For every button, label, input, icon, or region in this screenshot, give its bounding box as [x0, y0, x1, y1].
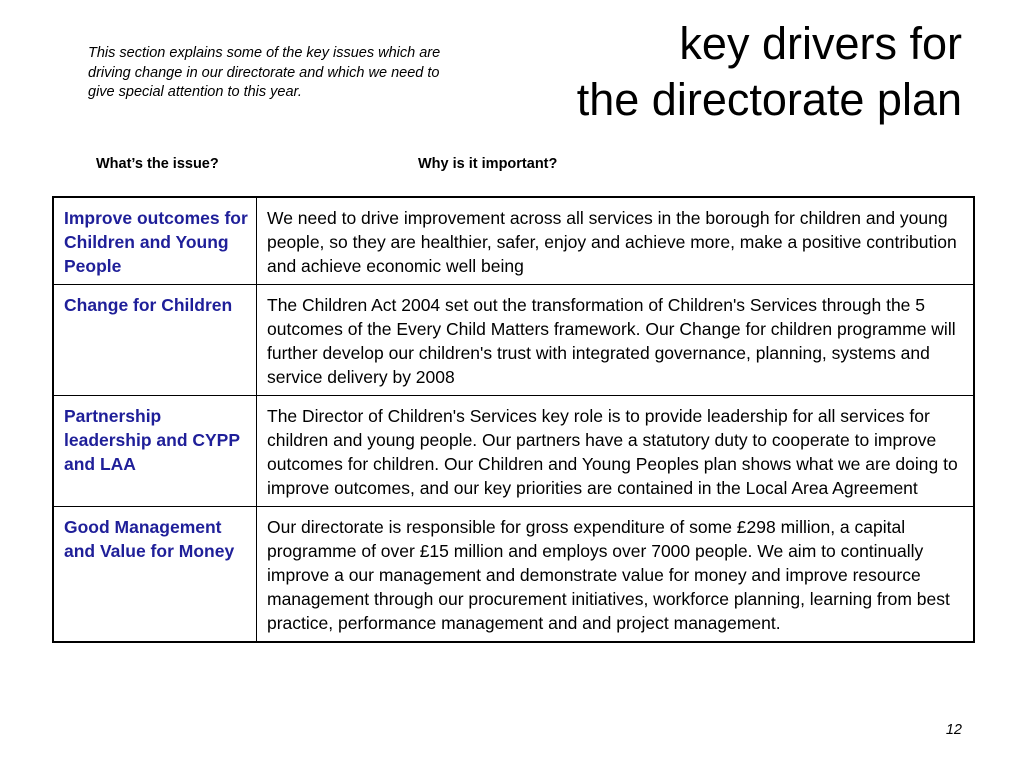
- issue-cell: Change for Children: [53, 285, 257, 396]
- table-row: [53, 197, 974, 285]
- table-row: [53, 285, 974, 396]
- column-header-issue: What’s the issue?: [96, 156, 219, 172]
- table-row: [53, 507, 974, 643]
- issue-cell: Good Management and Value for Money: [53, 507, 257, 643]
- slide-title: [577, 16, 962, 128]
- detail-cell: We need to drive improvement across all services in the borough for children and young people, so they are healthier, safer, enjoy and achieve more, make a positive contribution and achieve economic well being: [257, 197, 975, 285]
- intro-text: This section explains some of the key issues which are driving change in our directorate and which we need to give special attention to this year.: [88, 45, 441, 100]
- detail-cell: Our directorate is responsible for gross expenditure of some £298 million, a capital programme of over £15 million and employs over 7000 people. We aim to continually improve a our management and demonstrate value for money and improve resource management through our procurement initiatives, workforce planning, learning from best practice, performance management and and project management.: [257, 507, 975, 643]
- detail-cell: The Children Act 2004 set out the transformation of Children's Services through the 5 outcomes of the Every Child Matters framework. Our Change for children programme will further develop our children's trust with integrated governance, planning, systems and service delivery by 2008: [257, 285, 975, 396]
- slide-title-line-2: the directorate plan: [576, 74, 962, 125]
- key-drivers-table: [52, 196, 975, 643]
- table-row: [53, 396, 974, 507]
- detail-cell: The Director of Children's Services key role is to provide leadership for all services for children and young people. Our partners have a statutory duty to cooperate to improve outcomes for children. Our Children and Young Peoples plan shows what we are doing to improve outcomes, and our key priorities are contained in the Local Area Agreement: [257, 396, 975, 507]
- slide-title-line-1: key drivers for: [679, 18, 962, 69]
- issue-cell: Partnership leadership and CYPP and LAA: [53, 396, 257, 507]
- column-header-why: Why is it important?: [418, 156, 558, 172]
- page-number: 12: [945, 722, 962, 738]
- issue-cell: Improve outcomes for Children and Young People: [53, 197, 257, 285]
